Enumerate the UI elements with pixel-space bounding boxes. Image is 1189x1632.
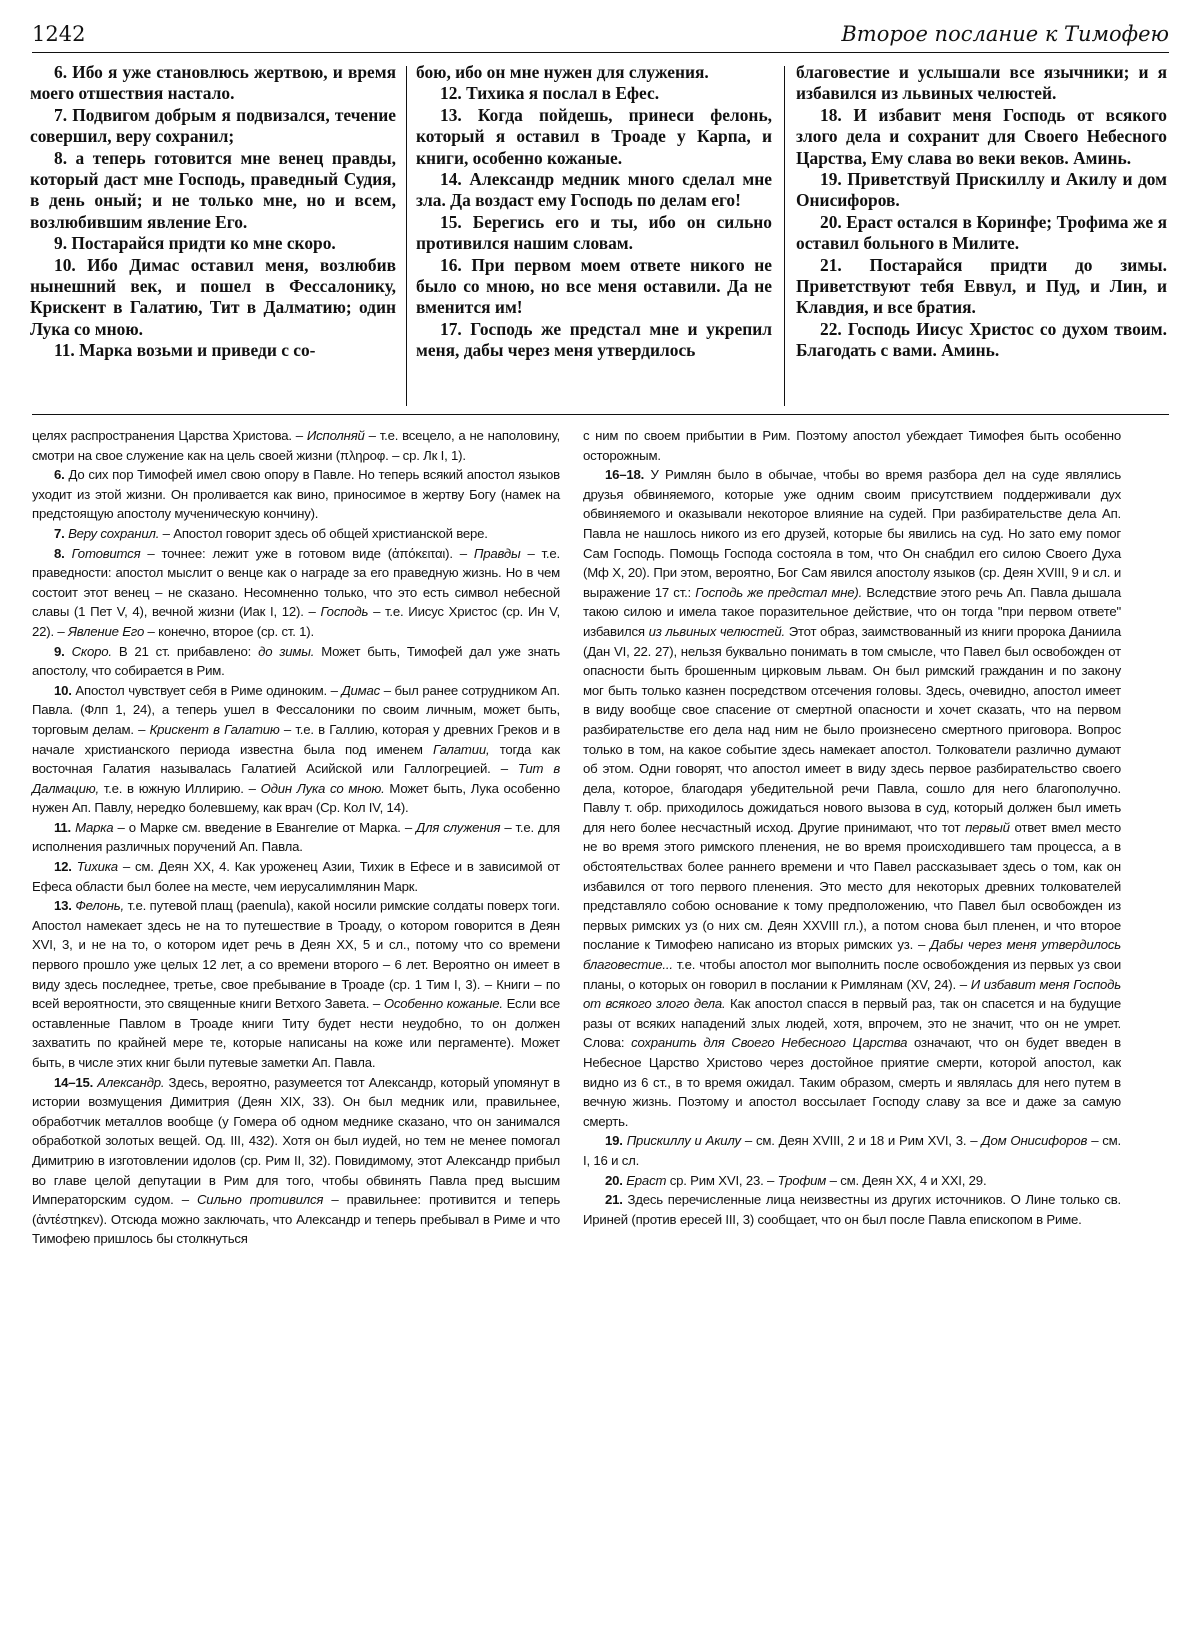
commentary-text: – т.е. всецело, а не наполовину, смотри на свое служение как на цель своей жизни (πληροφ. – ср. Лк I, 1). (32, 428, 560, 463)
commentary-text: – был ранее сотрудником Ап. Павла. (Флп 1, 24), а теперь ушел в Фессалоники по своим личным, может быть, торговым делам. – (32, 682, 560, 737)
commentary-text: Может быть, Лука особенно нужен Ап. Павлу, нередко болевшему, как врач (Ср. Кол IV, 14). (32, 780, 561, 816)
commentary-paragraph (32, 857, 560, 896)
verse-number: 7. (54, 525, 65, 541)
commentary-text: – конечно, второе (ср. ст. 1). (144, 623, 314, 639)
commentary-column-left (32, 426, 560, 1606)
quoted-phrase: Скоро. (71, 643, 112, 659)
commentary-paragraph (32, 544, 560, 642)
verse: 8. а теперь готовится мне венец правды, который даст мне Господь, праведный Судия, в день оный; и не только мне, но и всем, возлюбившим явление Его. (30, 147, 396, 232)
verse-column-2 (416, 62, 772, 362)
quoted-phrase: Ераст (626, 1172, 667, 1188)
verse: 6. Ибо я уже становлюсь жертвою, и время моего отшествия настало. (30, 62, 396, 104)
commentary-text: Как апостол спасся в первый раз, так он спасется и на будущие разы от всяких нападений злых людей, хотя, впрочем, это не значит, что он не умрет. Слова: (583, 996, 1121, 1051)
quoted-phrase: Господь (320, 604, 369, 620)
verse-number: 8. (54, 545, 65, 561)
commentary-text: – т.е. Иисус Христос (ср. Ин V, 22). – (32, 604, 560, 639)
quoted-phrase: Особенно кожаные. (383, 996, 503, 1012)
quoted-phrase: Явление Его (68, 623, 145, 639)
quoted-phrase: Прискиллу и Акилу (626, 1133, 741, 1149)
verse: 16. При первом моем ответе никого не было со мною, но все меня оставили. Да не вменится им! (416, 254, 772, 318)
commentary-text: Этот образ, заимствованный из книги пророка Даниила (Дан VI, 22. 27), нельзя буквально понимать в том смысле, что Павел был освобожден от опасности быть брошенным цирковым львам. Он был римский гражданин и по закону мог быть только казнен посредством отсечения головы. Здесь, очевидно, апостол имеет в виду вообще свое спасение от смертной опасности и хочет сказать, что на первом разбирательстве его дела над ним не было произнесено смертного приговора. Вопрос только в том, на какое событие здесь намекает апостол. Толкователи различно думают об этом. Одни говорят, что апостол имеет в виду здесь первое разбирательство своего дела, которое, благодаря убедительной речи Павла, сошло для него благополучно. Павлу т. обр. приходилось дожидаться нового вызова в суд, который должен был иметь для него более несчастный исход. Другие принимают, что тот (583, 623, 1121, 835)
quoted-phrase: сохранить для Своего Небесного Царства (631, 1035, 908, 1051)
commentary-text: ответ вмел место не во время этого римского пленения, не во время происходившего там процесса, а в обстоятельствах более раннего времени и что Павел рассказывает здесь о том, как он избавился от того первого пленения. Это место для некоторых древних толкователей представляло собою основание к тому предположению, что Павел был освобожден из первых римских уз (о них см. Деян XXVIII гл.), а потом снова был пленен, и что второе послание к Тимофею написано из вторых римских уз. – (583, 819, 1121, 953)
commentary-text (65, 644, 72, 659)
quoted-phrase: Сильно противился (196, 1192, 324, 1208)
commentary-paragraph (583, 1131, 1121, 1170)
commentary-paragraph (32, 896, 560, 1072)
commentary-column-right (583, 426, 1121, 1606)
commentary-text: тогда как восточная Галатия называлась Галатией Асийской или Галлогрецией. – (32, 741, 560, 777)
quoted-phrase: И избавит меня Господь от всякого злого дела. (583, 976, 1121, 1012)
commentary-text: – см. I, 16 и сл. (583, 1133, 1122, 1168)
commentary-paragraph (32, 1073, 560, 1249)
column-divider (406, 66, 407, 406)
quoted-phrase: Марка (75, 819, 114, 835)
verse-number: 20. (605, 1172, 623, 1188)
quoted-phrase: Дом Онисифоров (981, 1133, 1088, 1149)
commentary-text: означают, что он будет введен в Небесное Царство Христово через достойное приятие смерти, которой апостол, как видно из 6 ст., в то время ожидал. Таким образом, смерть и являлась для него путем в вечную жизнь. Поэтому и апостол воссылает Господу славу за все и даже за самую смерть. (583, 1035, 1121, 1129)
verse: 10. Ибо Димас оставил меня, возлюбив нынешний век, и пошел в Фессалонику, Крискент в Галатию, Тит в Далматию; один Лука со мною. (30, 254, 396, 339)
commentary-text: – см. Деян XVIII, 2 и 18 и Рим XVI, 3. – (740, 1133, 982, 1149)
verse: 14. Александр медник много сделал мне зла. Да воздаст ему Господь по делам его! (416, 169, 772, 211)
commentary-text: т.е. в южную Иллирию. – (98, 780, 261, 796)
verse-continuation: благовестие и услышали все язычники; и я избавился из львиных челюстей. (796, 62, 1167, 104)
verse-number: 12. (54, 859, 72, 875)
quoted-phrase: Для служения (416, 819, 501, 835)
column-divider (784, 66, 785, 406)
commentary-text: т.е. путевой плащ (paenula), какой носили римские солдаты поверх тоги. Апостол намекает здесь не на то путешествие в Троаду, о котором говорится в Деян XVI, 3, и не на то, о котором идет речь в Деян XX, 5 и сл., потому что со времени первого прошло уже целых 12 лет, а со времени второго – 6 лет. Вероятно он имеет в виду здесь последнее, третье, свое пребывание в Троаде (ср. 1 Тим I, 3). – Книги – по всей вероятности, это священные книги Ветхого Завета. – (32, 898, 560, 1012)
quoted-phrase: Трофим (777, 1172, 827, 1188)
quoted-phrase: Тихика (76, 859, 118, 875)
quoted-phrase: Дабы через меня утвердилось благовестие... (583, 937, 1121, 973)
verse-number: 10. (54, 682, 72, 698)
commentary-text: У Римлян было в обычае, чтобы во время разбора дел на суде являлись друзья обвиняемого, которые уже одним своим присутствием поддерживали дух обвиняемого и оказывали некоторое влияние на судей. При разбирательстве дела Ап. Павла не нашлось никого из его друзей, которые бы явились на суд. Но зато ему помог Сам Господь. Помощь Господа состояла в том, что Он снабдил его силою Своего Духа (Мф X, 20). При этом, вероятно, Бог Сам явился апостолу языков (ср. Деян XVIII, 9 и сл. и выражение 17 ст.: (583, 467, 1121, 600)
quoted-phrase: до зимы. (258, 643, 315, 659)
quoted-phrase: Фелонь, (75, 898, 124, 914)
quoted-phrase: Исполняй (306, 428, 365, 443)
commentary-paragraph (583, 1171, 1121, 1191)
quoted-phrase: Веру сохранил. (68, 525, 160, 541)
verse-number: 19. (605, 1133, 623, 1149)
verse: 15. Берегись его и ты, ибо он сильно противился нашим словам. (416, 211, 772, 254)
commentary-paragraph (32, 426, 560, 465)
commentary-text: До сих пор Тимофей имел свою опору в Павле. Но теперь всякий апостол языков уходит из этой жизни. Он проливается как вино, приносимое в жертву Богу (намек на предстоящую апостолу мученическую кончину). (32, 467, 560, 522)
quoted-phrase: Один Лука со мною. (260, 780, 385, 796)
verse: 13. Когда пойдешь, принеси фелонь, который я оставил в Троаде у Карпа, и книги, особенно кожаные. (416, 104, 772, 168)
quoted-phrase: Крискент в Галатию (149, 721, 280, 737)
commentary-paragraph (583, 465, 1121, 1131)
verse-number: 21. (605, 1192, 623, 1208)
verse: 7. Подвигом добрым я подвизался, течение совершил, веру сохранил; (30, 104, 396, 147)
commentary-paragraph (583, 1190, 1121, 1229)
commentary-text: Здесь перечисленные лица неизвестны из других источников. О Лине только св. Ириней (против ересей III, 3) сообщает, что он был после Павла епископом в Риме. (583, 1192, 1121, 1227)
commentary-text: Здесь, вероятно, разумеется тот Александр, который упомянут в истории возмущения Димитрия (Деян XIX, 33). Он был медник или, правильнее, обработчик металлов вообще (у Гомера об одном меднике сказано, что он занимался обработкой золотых вещей. Од. III, 432). Хотя он был иудей, но тем не менее помогал Димитрию в изготовлении идолов (ср. Рим II, 32). Повидимому, этот Александр прибыл во главе целой депутации в Рим для того, чтобы обвинять Павла пред высшим Императорским судом. – (32, 1074, 560, 1208)
verse-continuation: бою, ибо он мне нужен для служения. (416, 62, 709, 82)
commentary-text: т.е. чтобы апостол мог выполнить после освобождения из первых уз свои планы, о которых он говорил в послании к Римлянам (XV, 24). – (583, 957, 1121, 992)
commentary-text: – см. Деян XX, 4 и XXI, 29. (826, 1172, 987, 1188)
commentary-text: Апостол чувствует себя в Риме одиноким. – (71, 682, 342, 698)
commentary-text: целях распространения Царства Христова. – (32, 428, 307, 443)
verse-number: 11. (54, 819, 72, 835)
commentary-paragraph (32, 524, 560, 544)
verse: 12. Тихика я послал в Ефес. (440, 83, 660, 104)
commentary-text: Вследствие этого речь Ап. Павла дышала такою силою и имела такое поразительное действие, что он тогда "при первом ответе" избавился (583, 584, 1121, 639)
page-number: 1242 (32, 22, 86, 46)
verse: 18. И избавит меня Господь от всякого злого дела и сохранит для Своего Небесного Царства, Ему слава во веки веков. Аминь. (796, 104, 1167, 168)
verse-number: 6. (54, 467, 65, 483)
commentary-text: – т.е. праведности: апостол мыслит о венце как о награде за его праведную жизнь. Но в чем состоит этот венец – не сказано. Несомненно только, что это есть символ небесной славы (1 Пет V, 4), вечной жизни (Иак I, 12). – (32, 545, 560, 620)
commentary-paragraph (32, 465, 560, 524)
verse-number: 14–15. (54, 1074, 94, 1090)
quoted-phrase: Тит в Далмацию, (32, 761, 561, 796)
verse: 19. Приветствуй Прискиллу и Акилу и дом Онисифоров. (796, 169, 1167, 211)
verse-number: 9. (54, 643, 65, 659)
running-title: Второе послание к Тимофею (841, 22, 1169, 46)
quoted-phrase: Галатии, (433, 741, 490, 757)
commentary-text: В 21 ст. прибавлено: (111, 643, 259, 659)
verse-number: 16–18. (605, 467, 645, 483)
verse: 17. Господь же предстал мне и укрепил меня, дабы через меня утвердилось (416, 318, 772, 361)
quoted-phrase: Правды (473, 545, 521, 561)
commentary-paragraph (32, 642, 560, 681)
commentary-text (65, 546, 72, 561)
commentary-paragraph (32, 818, 560, 857)
quoted-phrase: Господь же предстал мне). (695, 584, 863, 600)
commentary-text: с ним по своем прибытии в Рим. Поэтому апостол убеждает Тимофея быть особенно осторожным. (583, 428, 1121, 463)
quoted-phrase: Димас (341, 682, 381, 698)
commentary-paragraph (32, 681, 560, 818)
commentary-text: ср. Рим XVI, 23. – (666, 1172, 778, 1188)
verse: 20. Ераст остался в Коринфе; Трофима же я оставил больного в Милите. (796, 211, 1167, 254)
commentary-text: Если все оставленные Павлом в Троаде книги Титу будет нести неудобно, то он должен захватить по крайней мере те, которые написаны на коже или пергаменте). Может быть, в числе этих книг были путевые заметки Ап. Павла. (32, 996, 561, 1070)
commentary-text: – т.е. в Галлию, которая у древних Греков и в начале христианского периода известна была под именем (32, 721, 560, 757)
commentary-text: – т.е. для исполнения различных поручений Ап. Павла. (32, 819, 560, 855)
quoted-phrase: Готовится (71, 545, 141, 561)
quoted-phrase: из львиных челюстей. (648, 623, 785, 639)
verse: 22. Господь Иисус Христос со духом твоим. Благодать с вами. Аминь. (796, 318, 1167, 361)
commentary-text: – точнее: лежит уже в готовом виде (ἀπόκειται). – (140, 545, 474, 561)
verse: 9. Постарайся придти ко мне скоро. (54, 233, 336, 254)
commentary-text: – правильнее: противится и теперь (ἀντέστηκεν). Отсюда можно заключать, что Александр и теперь пребывал в Риме и что Тимофею пришлось бы столкнуться (32, 1192, 561, 1247)
quoted-phrase: первый (965, 819, 1010, 835)
header-rule (32, 52, 1169, 53)
commentary-text: Может быть, Тимофей дал уже знать апостолу, что собирается в Рим. (32, 643, 560, 679)
section-rule (32, 414, 1169, 415)
commentary-paragraph (583, 426, 1121, 465)
quoted-phrase: Александр. (97, 1074, 165, 1090)
verse-number: 13. (54, 898, 72, 914)
running-header (32, 22, 1169, 54)
commentary-text: – Апостол говорит здесь об общей христианской вере. (159, 525, 488, 541)
verse: 21. Постарайся придти до зимы. Приветствуют тебя Еввул, и Пуд, и Лин, и Клавдия, и все братия. (796, 254, 1167, 318)
verse: 11. Марка возьми и приведи с со- (54, 340, 316, 361)
commentary-text: – о Марке см. введение в Евангелие от Марка. – (113, 819, 417, 835)
verse-column-3 (796, 62, 1167, 362)
scripture-text (30, 62, 1167, 408)
verse-column-1 (30, 62, 396, 362)
commentary-text: – см. Деян XX, 4. Как уроженец Азии, Тихик в Ефесе и в зависимой от Ефеса области был более на месте, чем иерусалимлянин Марк. (32, 859, 561, 894)
